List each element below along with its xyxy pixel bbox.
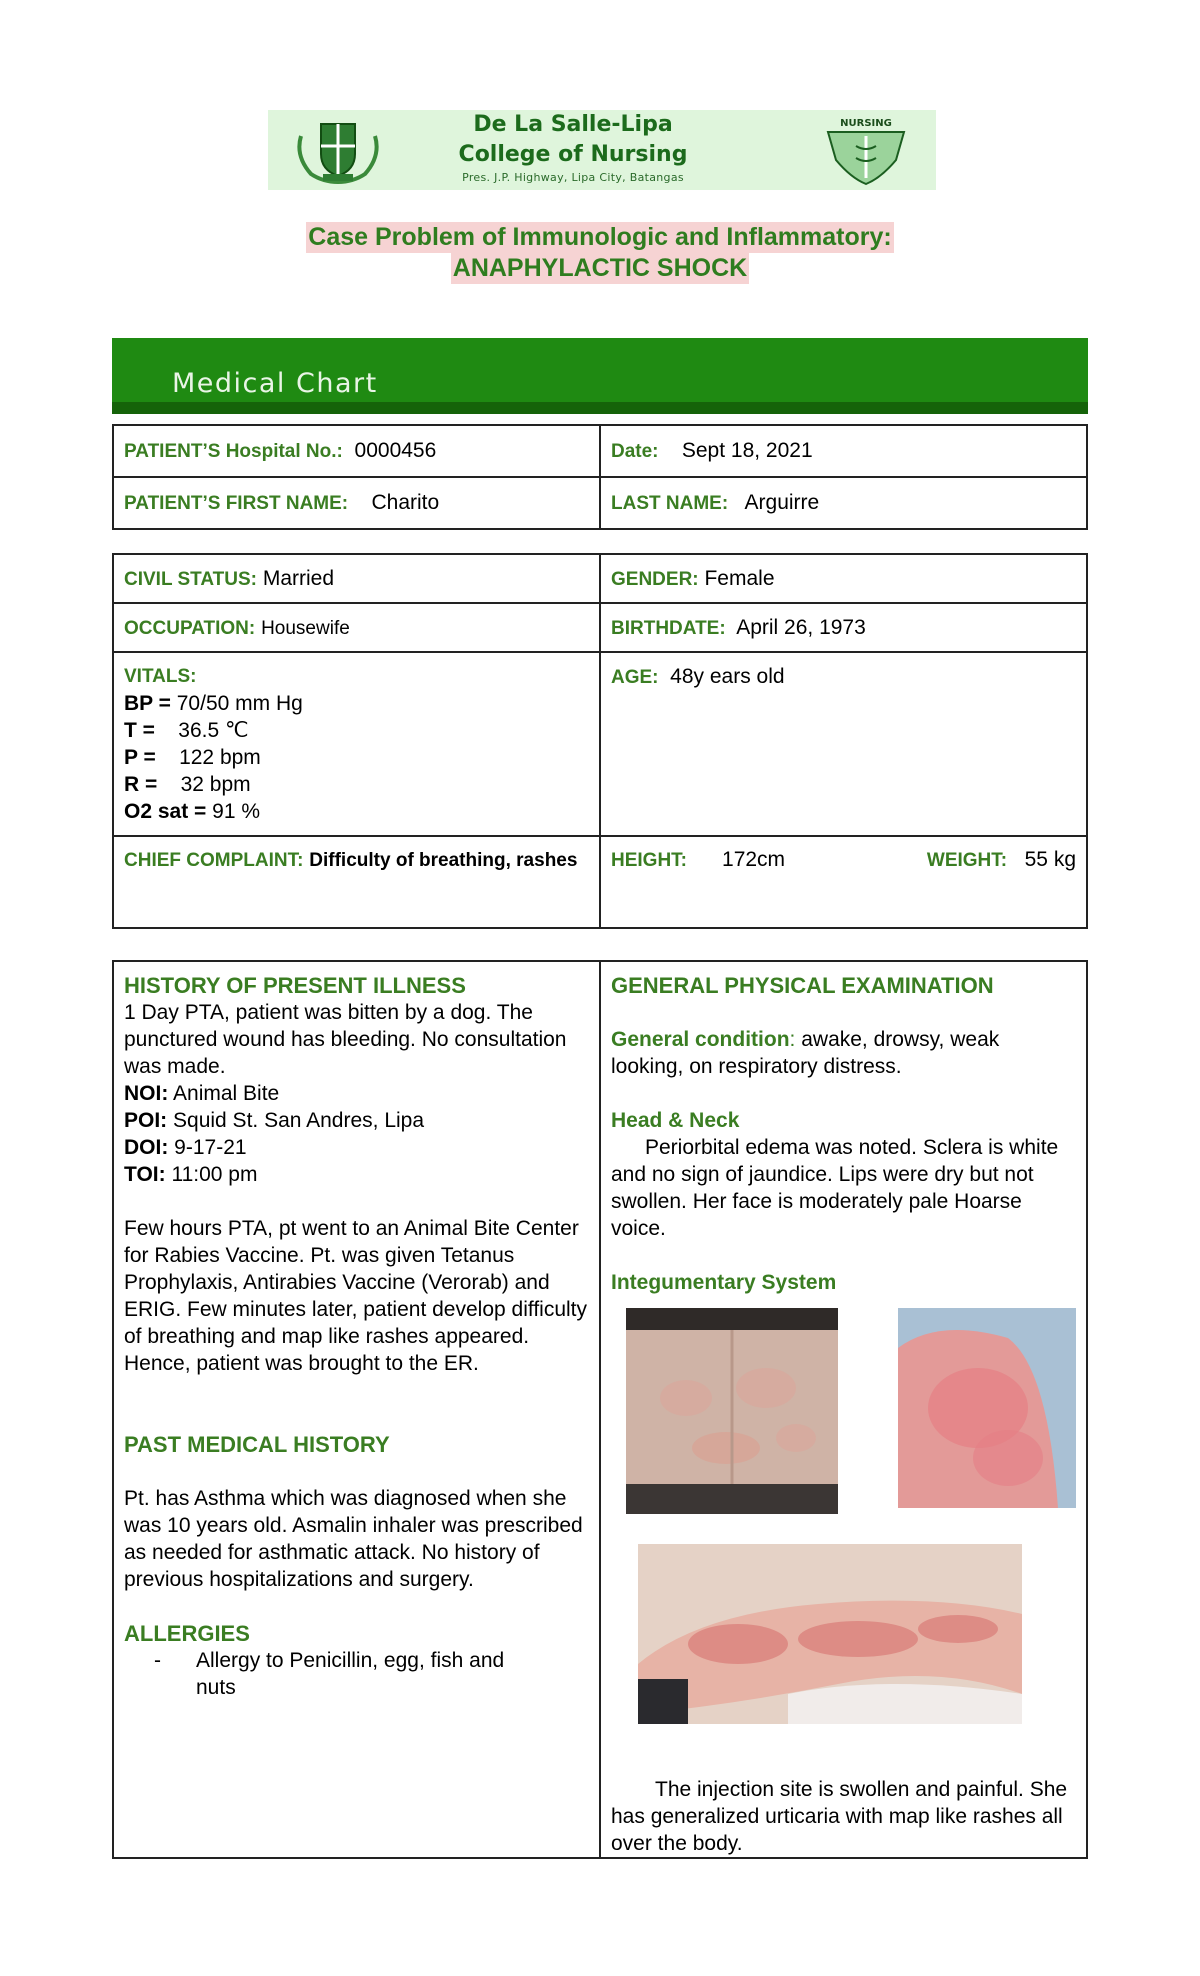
back-rash-photo <box>626 1308 838 1514</box>
civil-status-cell: CIVIL STATUS: Married <box>113 554 600 603</box>
vital-pulse: P = 122 bpm <box>124 746 261 769</box>
header-banner <box>268 110 936 190</box>
date-cell: Date: Sept 18, 2021 <box>600 425 1087 477</box>
last-name-cell: LAST NAME: Arguirre <box>600 477 1087 529</box>
school-name: De La Salle-Lipa <box>473 112 673 137</box>
hospital-no-value: 0000456 <box>354 439 437 462</box>
exam-title: GENERAL PHYSICAL EXAMINATION <box>611 973 994 998</box>
title-line-2: ANAPHYLACTIC SHOCK <box>452 254 748 282</box>
chief-complaint-cell: CHIEF COMPLAINT: Difficulty of breathing, rashes <box>113 836 600 928</box>
patient-details-table <box>112 553 1088 929</box>
age-cell: AGE: 48y ears old <box>600 652 1087 836</box>
occupation-value: Housewife <box>261 617 350 639</box>
noi-value: Animal Bite <box>173 1082 280 1105</box>
poi-value: Squid St. San Andres, Lipa <box>173 1109 425 1132</box>
height-value: 172cm <box>722 848 786 871</box>
hospital-no-cell: PATIENT’S Hospital No.: 0000456 <box>113 425 600 477</box>
birthdate-cell: BIRTHDATE: April 26, 1973 <box>600 603 1087 652</box>
vital-temp: T = 36.5 ℃ <box>124 719 249 742</box>
school-address: Pres. J.P. Highway, Lipa City, Batangas <box>462 171 684 184</box>
general-condition: General condition: awake, drowsy, weak looking, on respiratory distress. <box>611 1028 1000 1078</box>
vital-o2: O2 sat = 91 % <box>124 800 261 823</box>
college-name: College of Nursing <box>458 142 688 167</box>
first-name-value: Charito <box>371 491 440 514</box>
first-name-cell: PATIENT’S FIRST NAME: Charito <box>113 477 600 529</box>
allergies-title: ALLERGIES <box>124 1621 250 1646</box>
medical-chart-label: Medical Chart <box>172 368 378 399</box>
birthdate-value: April 26, 1973 <box>736 615 866 639</box>
chief-complaint-value: Difficulty of breathing, rashes <box>309 850 578 871</box>
leg-rash-photo <box>638 1544 1022 1724</box>
medical-chart-banner <box>112 338 1088 414</box>
title-line-1: Case Problem of Immunologic and Inflammatory: <box>308 223 892 251</box>
svg-text:NURSING: NURSING <box>840 118 892 129</box>
vital-bp: BP = 70/50 mm Hg <box>124 692 303 715</box>
toi-value: 11:00 pm <box>171 1163 258 1186</box>
doi-value: 9-17-21 <box>174 1136 247 1159</box>
gender-value: Female <box>704 566 775 590</box>
weight-value: 55 kg <box>1024 848 1076 871</box>
age-value: 48y ears old <box>670 665 785 688</box>
head-neck-text: Periorbital edema was noted. Sclera is white and no sign of jaundice. Lips were dry but not swollen. Her face is moderately pale Hoarse voice. <box>611 1136 1059 1240</box>
school-crest-icon <box>293 116 383 184</box>
height-weight-cell: HEIGHT: 172cm WEIGHT: 55 kg <box>600 836 1087 928</box>
last-name-value: Arguirre <box>744 491 820 514</box>
page-title <box>0 222 1200 284</box>
nursing-badge-icon <box>816 116 916 186</box>
pmh-text: Pt. has Asthma which was diagnosed when she was 10 years old. Asmalin inhaler was prescribed as needed for asthmatic attack. No history of previous hospitalizations and surgery. <box>124 1487 583 1591</box>
allergy-list-item: - Allergy to Penicillin, egg, fish and nuts <box>154 1649 505 1699</box>
banner-stripe <box>112 402 1088 414</box>
history-cell: HISTORY OF PRESENT ILLNESS 1 Day PTA, patient was bitten by a dog. The punctured wound has bleeding. No consultation was made. NOI: Animal Bite POI: Squid St. San Andres, Lipa DOI: 9-17-21 TOI: 11:00 pm Few hours PTA, pt went to an Animal Bite Center for Rabies Vaccine. Pt. was given Tetanus Prophylaxis, Antirabies Vaccine (Verorab) and ERIG. Few minutes later, patient develop difficulty of breathing and map like rashes appeared. Hence, patient was brought to the ER. PAST MEDICAL HISTORY Pt. has Asthma which was diagnosed when she was 10 years old. Asmalin inhaler was prescribed as needed for asthmatic attack. No history of previous hospitalizations and surgery. ALLERGIES - Allergy to Penicillin, egg, fish and nuts <box>113 961 600 1858</box>
integumentary-text: The injection site is swollen and painful. She has generalized urticaria with map like rashes all over the body. <box>611 1778 1068 1855</box>
patient-id-table <box>112 424 1088 530</box>
pmh-title: PAST MEDICAL HISTORY <box>124 1432 390 1457</box>
vitals-cell: VITALS: BP = 70/50 mm Hg T = 36.5 ℃ P = 122 bpm R = 32 bpm O2 sat = 91 % <box>113 652 600 836</box>
occupation-cell: OCCUPATION: Housewife <box>113 603 600 652</box>
hpi-title: HISTORY OF PRESENT ILLNESS <box>124 973 466 998</box>
hpi-text-2: Few hours PTA, pt went to an Animal Bite Center for Rabies Vaccine. Pt. was given Tetanus Prophylaxis, Antirabies Vaccine (Verorab) and ERIG. Few minutes later, patient develop difficulty of breathing and map like rashes appeared. Hence, patient was brought to the ER. <box>124 1217 588 1375</box>
date-value: Sept 18, 2021 <box>681 439 813 462</box>
gender-cell: GENDER: Female <box>600 554 1087 603</box>
hpi-text: 1 Day PTA, patient was bitten by a dog. The punctured wound has bleeding. No consultation was made. <box>124 1001 567 1078</box>
integumentary-label: Integumentary System <box>611 1271 837 1294</box>
civil-status-value: Married <box>262 566 335 590</box>
head-neck-label: Head & Neck <box>611 1109 740 1132</box>
vital-resp: R = 32 bpm <box>124 773 251 796</box>
arm-rash-photo <box>898 1308 1076 1508</box>
